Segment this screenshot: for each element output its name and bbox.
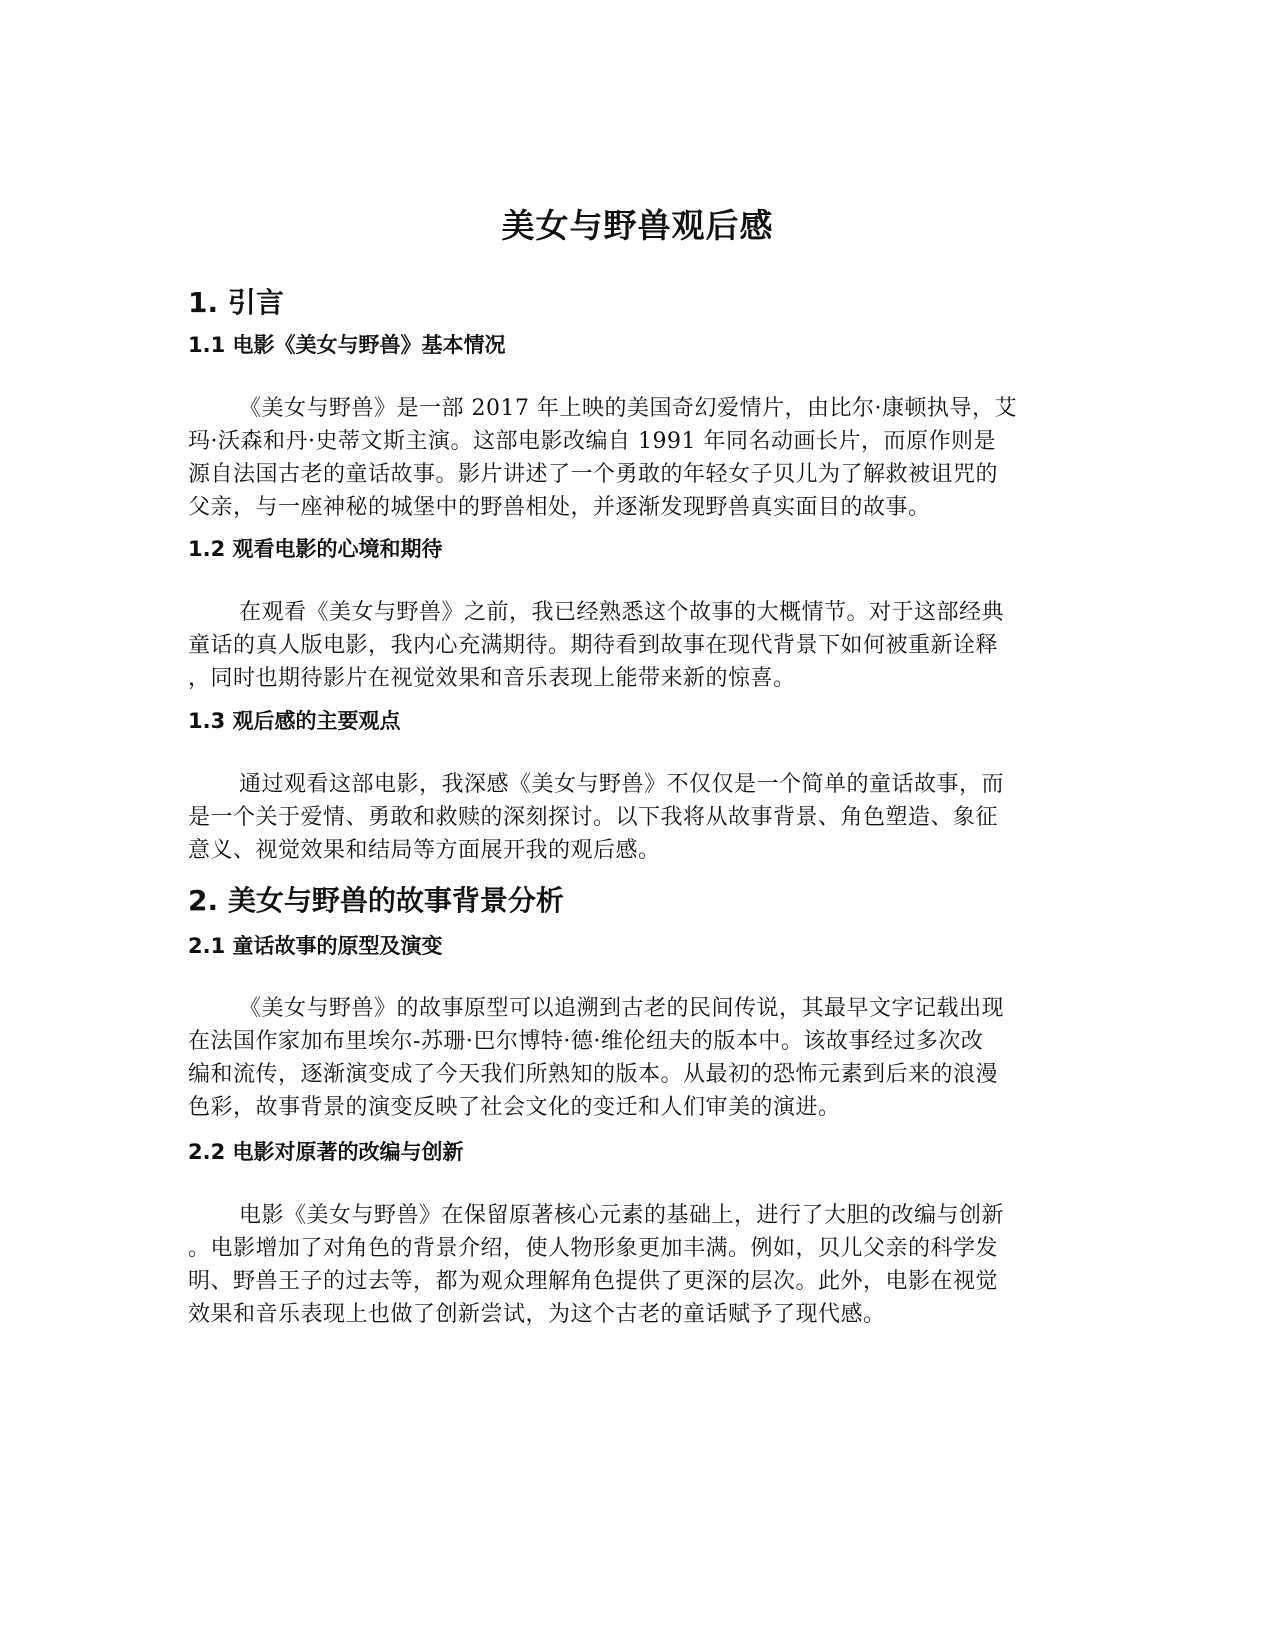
paragraph-line: 电影《美女与野兽》在保留原著核心元素的基础上，进行了大胆的改编与创新 xyxy=(239,1203,1005,1228)
paragraph-line: 源自法国古老的童话故事。影片讲述了一个勇敢的年轻女子贝儿为了解救被诅咒的 xyxy=(188,462,999,487)
paragraph-line: 色彩，故事背景的演变反映了社会文化的变迁和人们审美的演进。 xyxy=(188,1095,841,1120)
paragraph-1-3 xyxy=(188,768,1088,867)
subsection-heading-2-2: 2.2 电影对原著的改编与创新 xyxy=(188,1140,464,1164)
subsection-heading-2-1: 2.1 童话故事的原型及演变 xyxy=(188,934,443,958)
paragraph-line: 意义、视觉效果和结局等方面展开我的观后感。 xyxy=(188,838,661,863)
paragraph-line: 在观看《美女与野兽》之前，我已经熟悉这个故事的大概情节。对于这部经典 xyxy=(239,600,1005,625)
paragraph-line: 。电影增加了对角色的背景介绍，使人物形象更加丰满。例如，贝儿父亲的科学发 xyxy=(188,1236,999,1261)
subsection-heading-1-3: 1.3 观后感的主要观点 xyxy=(188,709,401,733)
paragraph-line: 编和流传，逐渐演变成了今天我们所熟知的版本。从最初的恐怖元素到后来的浪漫 xyxy=(188,1062,999,1087)
section-heading-1: 1. 引言 xyxy=(188,286,284,319)
paragraph-line: 在法国作家加布里埃尔-苏珊·巴尔博特·德·维伦纽夫的版本中。该故事经过多次改 xyxy=(188,1029,984,1054)
paragraph-line: 是一个关于爱情、勇敢和救赎的深刻探讨。以下我将从故事背景、角色塑造、象征 xyxy=(188,805,999,830)
subsection-heading-1-1: 1.1 电影《美女与野兽》基本情况 xyxy=(188,333,506,357)
paragraph-2-2 xyxy=(188,1199,1088,1331)
section-heading-2: 2. 美女与野兽的故事背景分析 xyxy=(188,884,564,917)
paragraph-line: 玛·沃森和丹·史蒂文斯主演。这部电影改编自 1991 年同名动画长片，而原作则是 xyxy=(188,429,996,454)
paragraph-line: 《美女与野兽》的故事原型可以追溯到古老的民间传说，其最早文字记载出现 xyxy=(239,996,1005,1021)
document-title: 美女与野兽观后感 xyxy=(501,206,774,245)
paragraph-line: 明、野兽王子的过去等，都为观众理解角色提供了更深的层次。此外，电影在视觉 xyxy=(188,1269,999,1294)
paragraph-line: 通过观看这部电影，我深感《美女与野兽》不仅仅是一个简单的童话故事，而 xyxy=(239,772,1005,797)
subsection-heading-1-2: 1.2 观看电影的心境和期待 xyxy=(188,537,443,561)
paragraph-line: 《美女与野兽》是一部 2017 年上映的美国奇幻爱情片，由比尔·康顿执导，艾 xyxy=(239,396,1017,421)
paragraph-1-2 xyxy=(188,596,1088,695)
paragraph-line: ，同时也期待影片在视觉效果和音乐表现上能带来新的惊喜。 xyxy=(188,666,796,691)
paragraph-2-1 xyxy=(188,992,1088,1124)
paragraph-line: 童话的真人版电影，我内心充满期待。期待看到故事在现代背景下如何被重新诠释 xyxy=(188,633,999,658)
paragraph-1-1 xyxy=(188,392,1088,524)
paragraph-line: 效果和音乐表现上也做了创新尝试，为这个古老的童话赋予了现代感。 xyxy=(188,1302,886,1327)
paragraph-line: 父亲，与一座神秘的城堡中的野兽相处，并逐渐发现野兽真实面目的故事。 xyxy=(188,495,931,520)
